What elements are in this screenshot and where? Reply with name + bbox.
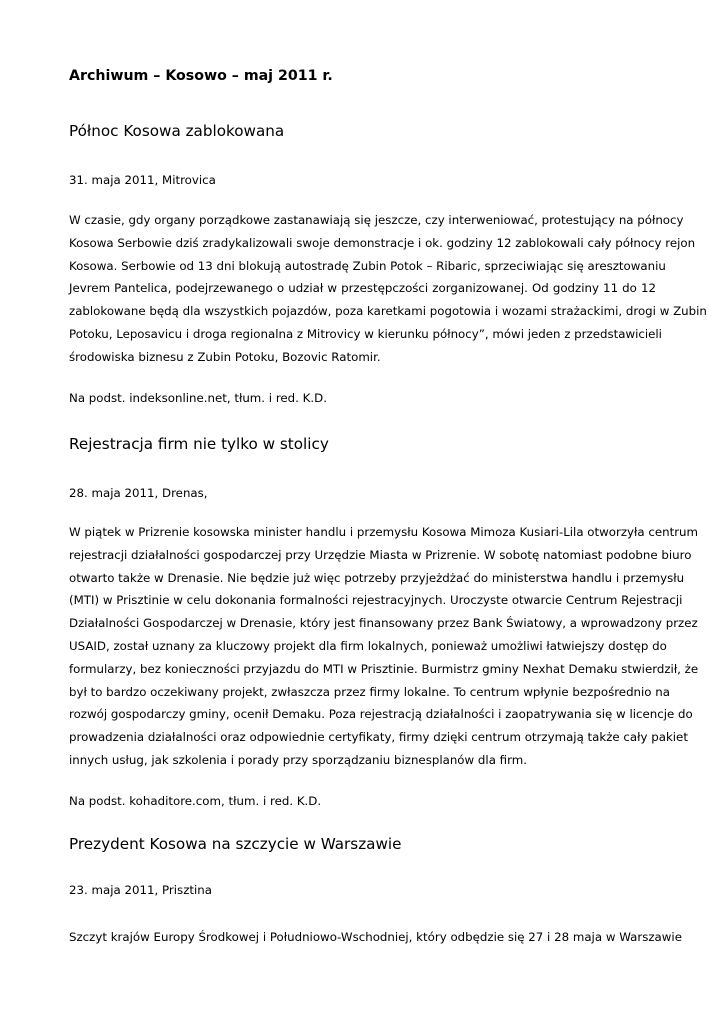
body-line: Kosowa. Serbowie od 13 dni blokują autostradę Zubin Potok – Ribaric, sprzeciwiając się aresztowaniu	[69, 258, 666, 273]
article-heading: Prezydent Kosowa na szczycie w Warszawie	[69, 835, 402, 853]
document-title: Archiwum – Kosowo – maj 2011 r.	[69, 68, 333, 84]
article-body	[69, 523, 699, 774]
body-line: otwarto także w Drenasie. Nie będzie już więc potrzeby przyjeżdżać do ministerstwa handlu i przemysłu	[69, 570, 685, 585]
article-dateline: 28. maja 2011, Drenas,	[69, 486, 208, 500]
body-line: Potoku, Leposavicu i droga regionalna z Mitrovicy w kierunku północy”, mówi jeden z przedstawicieli	[69, 326, 662, 341]
article-dateline: 23. maja 2011, Prisztina	[69, 883, 212, 897]
article-heading: Północ Kosowa zablokowana	[69, 122, 285, 140]
body-line: formularzy, bez konieczności przyjazdu do MTI w Prisztinie. Burmistrz gminy Nexhat Demaku stwierdził, że	[69, 661, 699, 676]
article-heading: Rejestracja firm nie tylko w stolicy	[69, 435, 329, 453]
body-line: zablokowane będą dla wszystkich pojazdów, poza karetkami pogotowia i wozami strażackimi, drogi w Zubin	[69, 304, 707, 319]
body-line: Kosowa Serbowie dziś zradykalizowali swoje demonstracje i ok. godziny 12 zablokowali cały północy rejon	[69, 235, 696, 250]
body-line: środowiska biznesu z Zubin Potoku, Bozovic Ratomir.	[69, 349, 381, 364]
body-line: W piątek w Prizrenie kosowska minister handlu i przemysłu Kosowa Mimoza Kusiari-Lila otworzyła centrum	[69, 525, 699, 539]
body-line: Szczyt krajów Europy Środkowej i Południowo-Wschodniej, który odbędzie się 27 i 28 maja w Warszawie	[69, 930, 682, 944]
body-line: W czasie, gdy organy porządkowe zastanawiają się jeszcze, czy interweniować, protestujący na północy	[69, 213, 684, 227]
body-line: prowadzenia działalności oraz odpowiednie certyfikaty, firmy dzięki centrum otrzymają także cały pakiet	[69, 730, 688, 745]
article-source: Na podst. kohaditore.com, tłum. i red. K.D.	[69, 794, 322, 808]
article-body	[69, 211, 707, 371]
article-source: Na podst. indeksonline.net, tłum. i red. K.D.	[69, 391, 327, 405]
body-line: był to bardzo oczekiwany projekt, zwłaszcza przez firmy lokalne. To centrum wpłynie bezpośrednio na	[69, 684, 670, 699]
body-line: innych usług, jak szkolenia i porady przy sporządzaniu biznesplanów dla firm.	[69, 752, 527, 767]
body-line: rozwój gospodarczy gminy, ocenił Demaku. Poza rejestracją działalności i zaopatrywania się w licencje do	[69, 707, 693, 722]
body-line: Działalności Gospodarczej w Drenasie, który jest finansowany przez Bank Światowy, a wprowadzony przez	[69, 616, 698, 631]
body-line: (MTI) w Prisztinie w celu dokonania formalności rejestracyjnych. Uroczyste otwarcie Centrum Rejestracji	[69, 593, 683, 608]
article-body	[69, 928, 682, 951]
body-line: rejestracji działalności gospodarczej przy Urzędzie Miasta w Prizrenie. W sobotę natomiast podobne biuro	[69, 547, 692, 562]
body-line: Jevrem Pantelica, podejrzewanego o udział w przestępczości zorganizowanej. Od godziny 11 do 12	[69, 281, 656, 296]
body-line: USAID, został uznany za kluczowy projekt dla firm lokalnych, ponieważ umożliwi łatwiejszy dostęp do	[69, 638, 667, 653]
article-dateline: 31. maja 2011, Mitrovica	[69, 173, 216, 187]
